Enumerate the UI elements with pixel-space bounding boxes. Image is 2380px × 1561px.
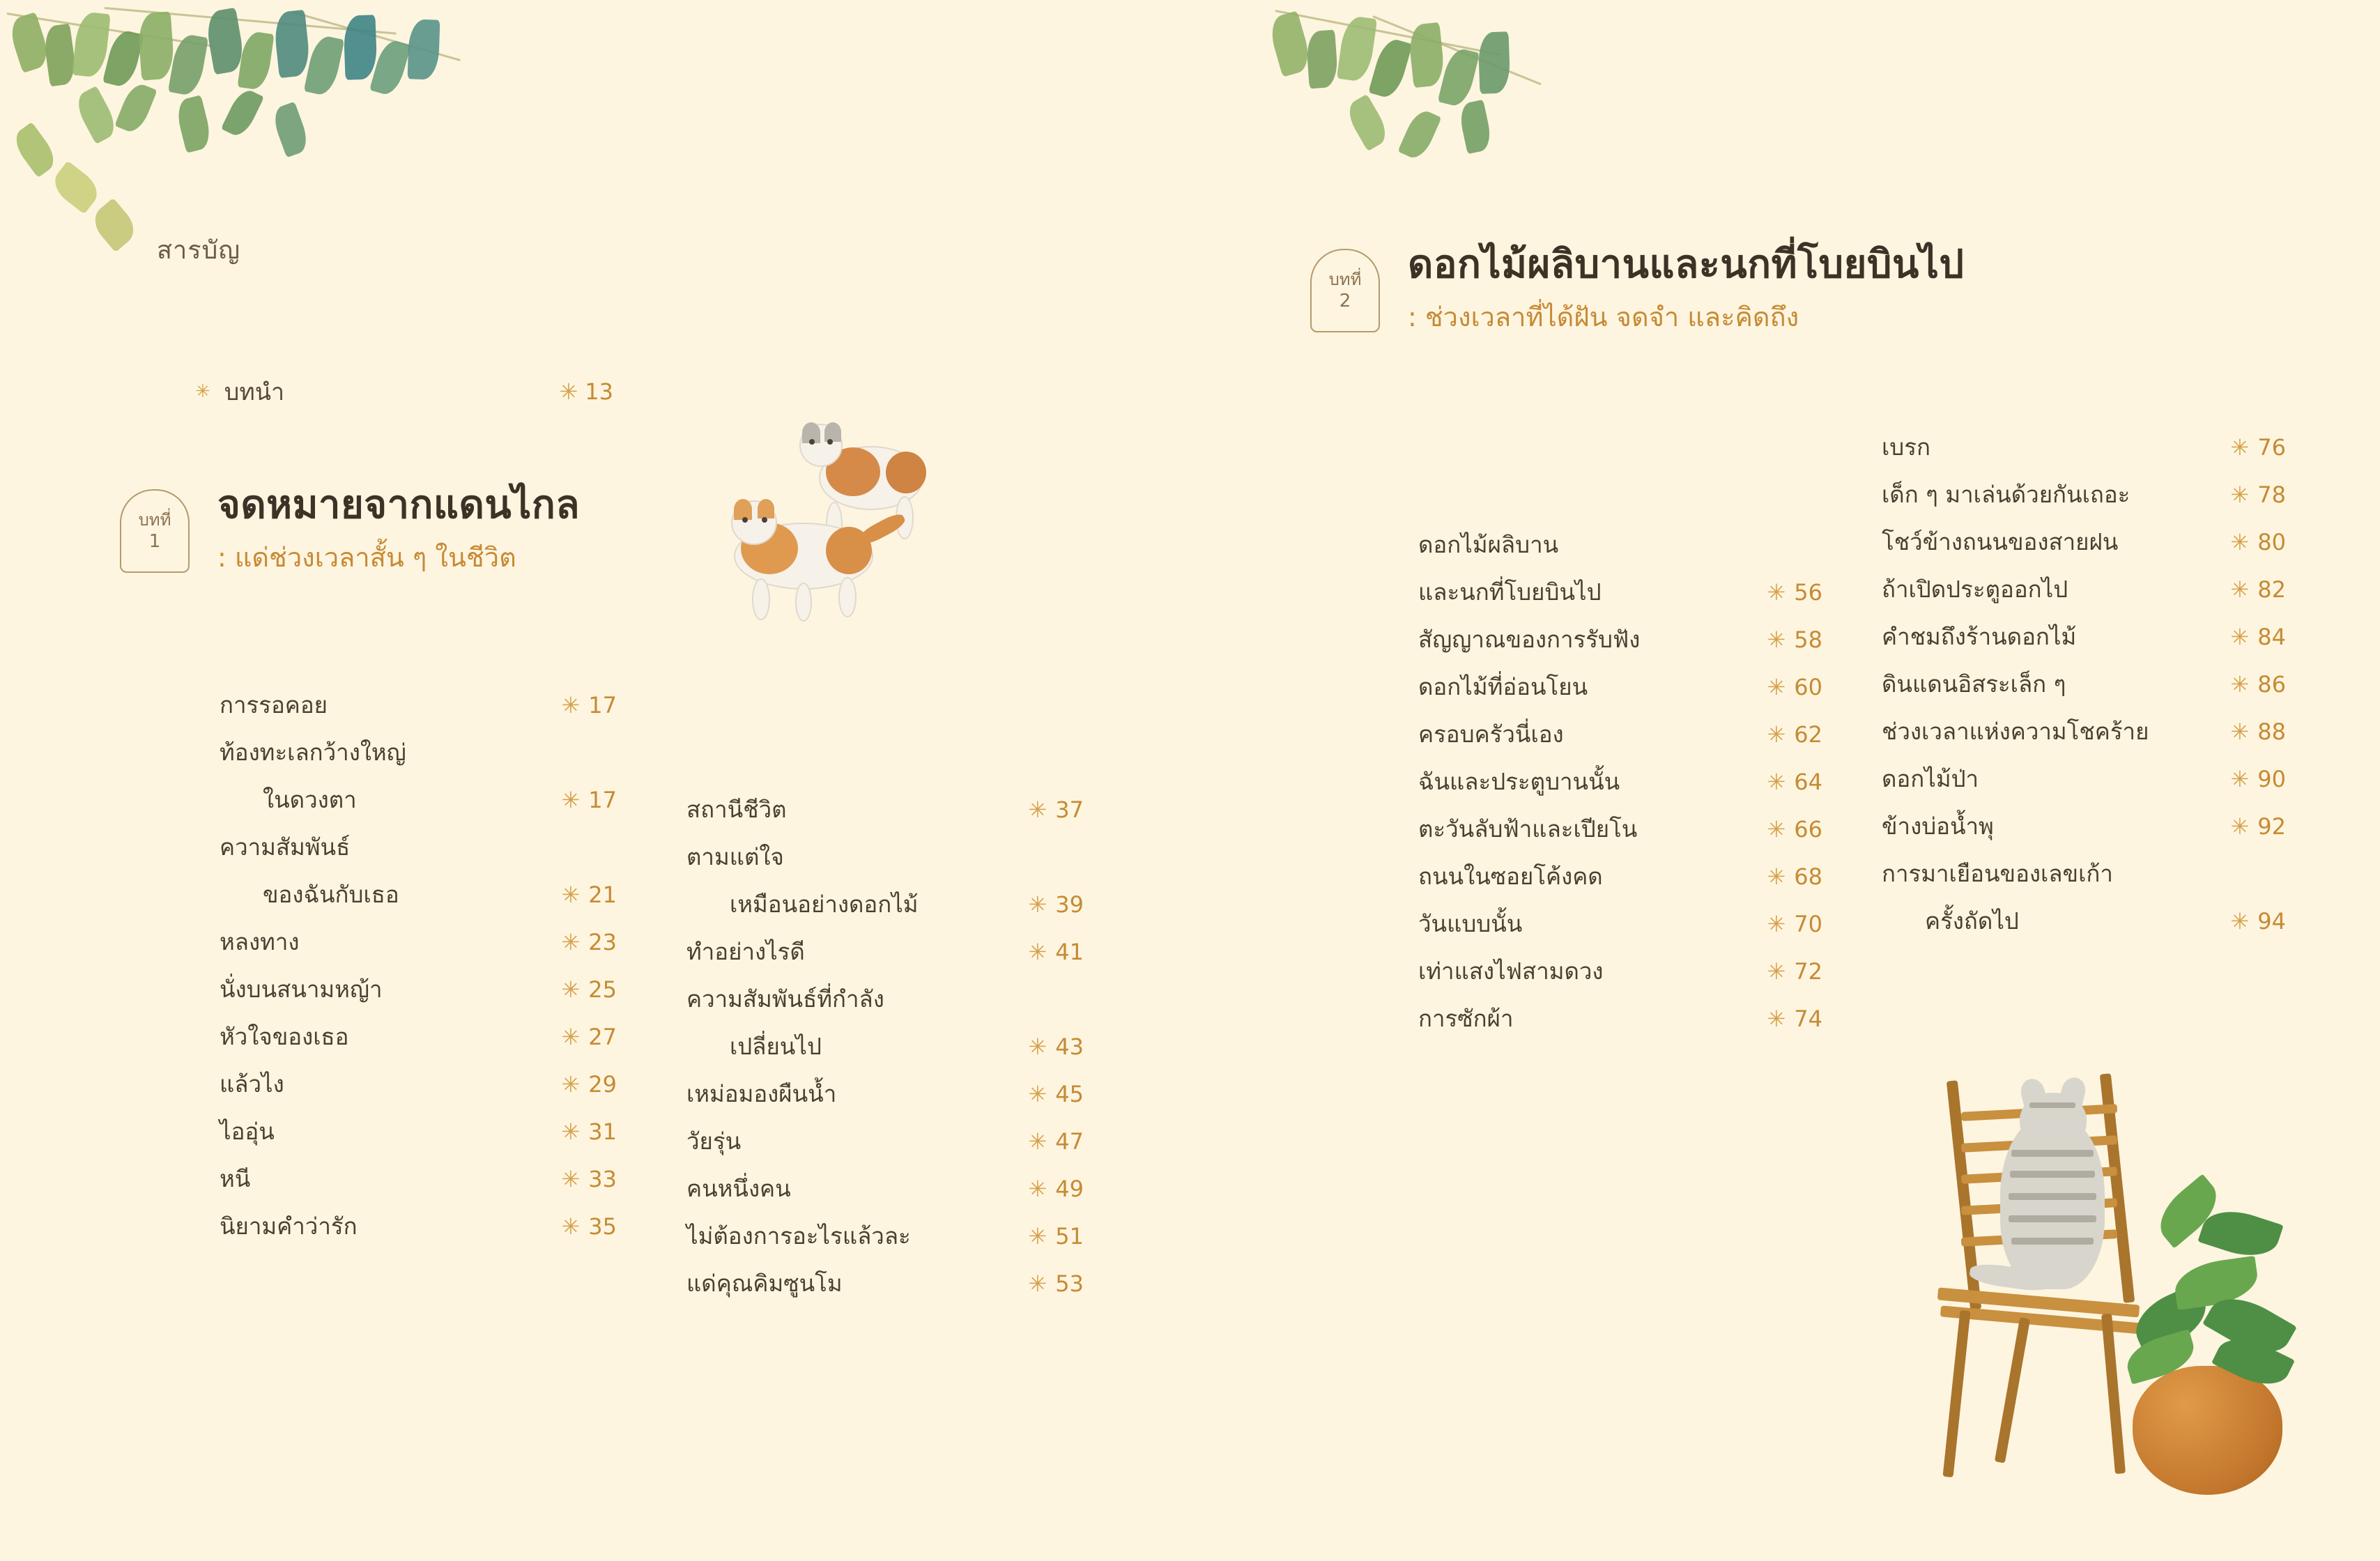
- star-icon: ✳: [2230, 718, 2250, 745]
- toc-entry-page: [2230, 529, 2286, 555]
- star-icon: ✳: [2230, 624, 2250, 650]
- toc-entry-label: ตะวันลับฟ้าและเปียโน: [1418, 815, 1638, 843]
- toc-column-right-2: [1882, 429, 2286, 950]
- page-number: 64: [1794, 769, 1822, 795]
- toc-entry-label: การซักผ้า: [1418, 1005, 1514, 1032]
- page-number: 49: [1055, 1176, 1084, 1202]
- page-number: 17: [588, 692, 617, 718]
- toc-entry-page: [1028, 1033, 1084, 1060]
- toc-entry-label: ดอกไม้ผลิบาน: [1418, 531, 1559, 558]
- toc-entry-page: [561, 1118, 617, 1145]
- star-icon: ✳: [2230, 766, 2250, 792]
- toc-entry[interactable]: [1418, 668, 1822, 716]
- toc-entry-label: ครั้งถัดไป: [1925, 907, 2019, 935]
- star-icon: ✳: [1028, 797, 1047, 823]
- toc-entry-page: [2230, 576, 2286, 603]
- toc-entry[interactable]: [1418, 526, 1822, 574]
- toc-entry[interactable]: [220, 1066, 617, 1113]
- star-icon: ✳: [559, 378, 578, 405]
- toc-entry-page: [1028, 1128, 1084, 1155]
- toc-entry[interactable]: [1418, 905, 1822, 953]
- toc-entry[interactable]: [686, 1265, 1084, 1312]
- page-number: 88: [2257, 718, 2286, 745]
- toc-entry-page: [1767, 626, 1822, 653]
- toc-entry[interactable]: [1418, 858, 1822, 905]
- toc-entry-label: แล้วไง: [220, 1070, 284, 1098]
- toc-entry-label: การรอคอย: [220, 691, 328, 718]
- page-number: 90: [2257, 766, 2286, 792]
- toc-entry-label: การมาเยือนของเลขเก้า: [1882, 860, 2113, 887]
- toc-entry-label: หัวใจของเธอ: [220, 1023, 349, 1050]
- toc-entry-page: [1767, 863, 1822, 890]
- toc-entry[interactable]: [1882, 808, 2286, 855]
- toc-entry-label: ถนนในซอยโค้งคด: [1418, 863, 1603, 890]
- toc-entry-page: [1028, 797, 1084, 823]
- toc-entry-page: [2230, 813, 2286, 840]
- page-number: 58: [1794, 626, 1822, 653]
- chapter-2-badge: [1310, 249, 1380, 332]
- toc-entry-page: [2230, 482, 2286, 508]
- cat-illustration: [721, 418, 958, 634]
- toc-column-left-2: [686, 791, 1084, 1312]
- page-number: 47: [1055, 1128, 1084, 1155]
- foliage-top-right: [1261, 0, 1652, 195]
- toc-entry[interactable]: [686, 1217, 1084, 1265]
- toc-entry-page: [1767, 579, 1822, 606]
- page-number: 37: [1055, 797, 1084, 823]
- page-number: 78: [2257, 482, 2286, 508]
- toc-entry-label: ความสัมพันธ์: [220, 833, 351, 861]
- toc-entry[interactable]: [1418, 1000, 1822, 1047]
- toc-entry-page: [1767, 911, 1822, 937]
- toc-entry[interactable]: [686, 1123, 1084, 1170]
- star-icon: ✳: [561, 1213, 581, 1240]
- page-number: 60: [1794, 674, 1822, 700]
- chapter-1-badge: [120, 489, 190, 573]
- toc-entry[interactable]: [1418, 621, 1822, 668]
- toc-entry[interactable]: [1882, 429, 2286, 476]
- toc-entry-label: สัญญาณของการรับฟัง: [1418, 626, 1641, 653]
- toc-entry-label: ท้องทะเลกว้างใหญ่: [220, 739, 406, 766]
- toc-entry-page: [1028, 891, 1084, 918]
- toc-entry[interactable]: [220, 923, 617, 971]
- toc-entry[interactable]: [1418, 810, 1822, 858]
- star-icon: ✳: [1767, 1006, 1786, 1032]
- page-number: 41: [1055, 939, 1084, 965]
- toc-entry-page: [1767, 769, 1822, 795]
- toc-entry[interactable]: [686, 838, 1084, 886]
- toc-entry-page: [1028, 1270, 1084, 1297]
- toc-entry[interactable]: [686, 1075, 1084, 1123]
- toc-entry[interactable]: [686, 1170, 1084, 1217]
- page-number: 86: [2257, 671, 2286, 698]
- toc-entry-label: คำชมถึงร้านดอกไม้: [1882, 623, 2077, 650]
- toc-entry-page: [1767, 1006, 1822, 1032]
- star-icon: ✳: [2230, 434, 2250, 461]
- star-icon: ✳: [1767, 579, 1786, 606]
- toc-entry-label: ฉันและประตูบานนั้น: [1418, 768, 1620, 795]
- star-icon: ✳: [1767, 721, 1786, 748]
- star-icon: ✳: [1028, 1128, 1047, 1155]
- toc-entry-page: [561, 787, 617, 813]
- toc-entry-label: สถานีชีวิต: [686, 796, 787, 823]
- page-number: 62: [1794, 721, 1822, 748]
- chair-cat-plant-illustration: [1924, 1066, 2314, 1498]
- page-number: 39: [1055, 891, 1084, 918]
- star-icon: ✳: [1028, 1081, 1047, 1107]
- toc-entry-label: แด่คุณคิมซูนโม: [686, 1270, 843, 1297]
- page-number: 84: [2257, 624, 2286, 650]
- page-number: 53: [1055, 1270, 1084, 1297]
- toc-entry[interactable]: [1882, 571, 2286, 618]
- page-number: 56: [1794, 579, 1822, 606]
- toc-entry-label: โชว์ข้างถนนของสายฝน: [1882, 528, 2119, 555]
- page-number: 51: [1055, 1223, 1084, 1249]
- toc-entry-label: คนหนึ่งคน: [686, 1175, 791, 1202]
- page-number: 74: [1794, 1006, 1822, 1032]
- toc-entry[interactable]: [686, 791, 1084, 838]
- toc-entry[interactable]: [1882, 713, 2286, 760]
- chapter-1-title: จดหมายจากแดนไกล: [217, 482, 581, 528]
- star-icon: ✳: [2230, 671, 2250, 698]
- star-icon: ✳: [561, 1118, 581, 1145]
- star-icon: ✳: [1767, 674, 1786, 700]
- chapter-2-badge-label: บทที่: [1328, 269, 1362, 289]
- page-number: 33: [588, 1166, 617, 1192]
- toc-entry-label: เหม่อมองผืนน้ำ: [686, 1080, 837, 1107]
- toc-entry-label: นิยามคำว่ารัก: [220, 1213, 358, 1240]
- toc-entry[interactable]: [686, 1028, 1084, 1075]
- toc-entry-page: [1028, 1081, 1084, 1107]
- toc-entry[interactable]: [1882, 666, 2286, 713]
- toc-entry-label: ครอบครัวนี่เอง: [1418, 721, 1564, 748]
- toc-entry-label: หนี: [220, 1165, 251, 1192]
- star-icon: ✳: [1028, 1270, 1047, 1297]
- star-icon: ✳: [1028, 1033, 1047, 1060]
- star-icon: ✳: [1028, 1176, 1047, 1202]
- page-number: 68: [1794, 863, 1822, 890]
- toc-entry-label: ความสัมพันธ์ที่กำลัง: [686, 985, 884, 1013]
- page-number: 66: [1794, 816, 1822, 843]
- toc-entry[interactable]: [220, 686, 617, 734]
- star-icon: ✳: [2230, 908, 2250, 935]
- toc-entry[interactable]: [220, 829, 617, 876]
- toc-entry-page: [561, 929, 617, 955]
- toc-entry-intro[interactable]: [195, 373, 613, 410]
- flower-bullet-icon: ✳: [195, 381, 210, 402]
- toc-entry-label: ดอกไม้ป่า: [1882, 765, 1979, 792]
- page-number: 82: [2257, 576, 2286, 603]
- star-icon: ✳: [561, 787, 581, 813]
- toc-entry[interactable]: [1882, 902, 2286, 950]
- toc-entry-label: ข้างบ่อน้ำพุ: [1882, 813, 1994, 840]
- toc-entry-page: [561, 882, 617, 908]
- toc-entry-page: [1767, 721, 1822, 748]
- chapter-1-badge-label: บทที่: [138, 509, 171, 530]
- star-icon: ✳: [561, 1166, 581, 1192]
- toc-entry-label: หลงทาง: [220, 928, 300, 955]
- star-icon: ✳: [561, 1071, 581, 1098]
- star-icon: ✳: [1767, 769, 1786, 795]
- toc-entry-page: [561, 1166, 617, 1192]
- page-number: 72: [1794, 958, 1822, 985]
- toc-entry[interactable]: [220, 876, 617, 923]
- page-number: 31: [588, 1118, 617, 1145]
- toc-entry-label: นั่งบนสนามหญ้า: [220, 976, 383, 1003]
- page-number: 29: [588, 1071, 617, 1098]
- star-icon: ✳: [2230, 576, 2250, 603]
- toc-entry[interactable]: [220, 1018, 617, 1066]
- toc-entry[interactable]: [1418, 763, 1822, 810]
- page-number: 76: [2257, 434, 2286, 461]
- toc-entry[interactable]: [1882, 523, 2286, 571]
- toc-entry-page: [2230, 624, 2286, 650]
- page-number: 92: [2257, 813, 2286, 840]
- toc-entry-page: [1028, 939, 1084, 965]
- toc-entry[interactable]: [1882, 760, 2286, 808]
- toc-entry-label: ดินแดนอิสระเล็ก ๆ: [1882, 670, 2066, 698]
- toc-entry-label: เหมือนอย่างดอกไม้: [730, 891, 919, 918]
- page-number: 70: [1794, 911, 1822, 937]
- chapter-2-badge-number: 2: [1339, 290, 1351, 312]
- page-number: 35: [588, 1213, 617, 1240]
- toc-entry[interactable]: [220, 1208, 617, 1255]
- toc-entry-page: [561, 976, 617, 1003]
- chapter-2-heading: [1310, 240, 1964, 334]
- toc-entry[interactable]: [220, 971, 617, 1018]
- toc-entry-label: ในดวงตา: [263, 786, 357, 813]
- page-number: 23: [588, 929, 617, 955]
- star-icon: ✳: [1767, 863, 1786, 890]
- star-icon: ✳: [1028, 1223, 1047, 1249]
- star-icon: ✳: [1028, 891, 1047, 918]
- star-icon: ✳: [2230, 482, 2250, 508]
- intro-page-number: ✳ 13: [559, 378, 613, 405]
- toc-entry-label: เบรก: [1882, 433, 1930, 461]
- star-icon: ✳: [1767, 626, 1786, 653]
- toc-entry[interactable]: [220, 1113, 617, 1160]
- star-icon: ✳: [2230, 813, 2250, 840]
- page-number: 45: [1055, 1081, 1084, 1107]
- toc-entry[interactable]: [220, 781, 617, 829]
- star-icon: ✳: [561, 976, 581, 1003]
- toc-column-left-1: [220, 686, 617, 1255]
- page-number: 21: [588, 882, 617, 908]
- toc-entry[interactable]: [1882, 476, 2286, 523]
- toc-entry-page: [1767, 958, 1822, 985]
- toc-entry-page: [561, 1024, 617, 1050]
- toc-entry-label: วัยรุ่น: [686, 1128, 742, 1155]
- toc-entry-page: [1767, 674, 1822, 700]
- toc-entry-page: [561, 1071, 617, 1098]
- star-icon: ✳: [561, 929, 581, 955]
- star-icon: ✳: [1767, 958, 1786, 985]
- star-icon: ✳: [1028, 939, 1047, 965]
- chapter-1-heading: [120, 481, 580, 575]
- toc-entry-page: [561, 692, 617, 718]
- toc-entry[interactable]: [1418, 953, 1822, 1000]
- star-icon: ✳: [1767, 816, 1786, 843]
- toc-entry-page: [1028, 1176, 1084, 1202]
- toc-entry-label: เปลี่ยนไป: [730, 1033, 822, 1060]
- chapter-1-subtitle: : แด่ช่วงเวลาสั้น ๆ ในชีวิต: [217, 542, 516, 573]
- toc-entry-label: เด็ก ๆ มาเล่นด้วยกันเถอะ: [1882, 481, 2131, 508]
- page-number: 43: [1055, 1033, 1084, 1060]
- star-icon: ✳: [561, 1024, 581, 1050]
- toc-entry-page: [1028, 1223, 1084, 1249]
- toc-entry-page: [561, 1213, 617, 1240]
- page-number: 94: [2257, 908, 2286, 935]
- toc-entry-page: [2230, 434, 2286, 461]
- toc-entry-label: ไม่ต้องการอะไรแล้วละ: [686, 1222, 911, 1249]
- toc-entry-label: ดอกไม้ที่อ่อนโยน: [1418, 673, 1588, 700]
- toc-entry-label: ถ้าเปิดประตูออกไป: [1882, 576, 2068, 603]
- toc-entry[interactable]: [686, 886, 1084, 933]
- page-number: 27: [588, 1024, 617, 1050]
- toc-entry-page: [2230, 718, 2286, 745]
- toc-column-right-1: [1418, 526, 1822, 1047]
- toc-entry-label: ตามแต่ใจ: [686, 843, 784, 870]
- toc-entry[interactable]: [220, 1160, 617, 1208]
- foliage-top-left: [0, 0, 530, 230]
- toc-entry-page: [2230, 908, 2286, 935]
- toc-entry-label: ทำอย่างไรดี: [686, 938, 805, 965]
- star-icon: ✳: [561, 692, 581, 718]
- chapter-1-badge-number: 1: [148, 530, 161, 552]
- toc-entry-label: ไออุ่น: [220, 1118, 275, 1145]
- star-icon: ✳: [2230, 529, 2250, 555]
- toc-entry-page: [1767, 816, 1822, 843]
- toc-entry-label: เท่าแสงไฟสามดวง: [1418, 958, 1604, 985]
- toc-entry[interactable]: [1418, 574, 1822, 621]
- toc-entry[interactable]: [1418, 716, 1822, 763]
- toc-entry-page: [2230, 766, 2286, 792]
- page-number: 80: [2257, 529, 2286, 555]
- toc-entry-page: [2230, 671, 2286, 698]
- chapter-2-subtitle: : ช่วงเวลาที่ได้ฝัน จดจำ และคิดถึง: [1408, 302, 1799, 332]
- toc-entry[interactable]: [686, 981, 1084, 1028]
- toc-entry[interactable]: [1882, 855, 2286, 902]
- star-icon: ✳: [561, 882, 581, 908]
- chapter-2-title: ดอกไม้ผลิบานและนกที่โบยบินไป: [1408, 242, 1965, 287]
- toc-entry-label: ของฉันกับเธอ: [263, 881, 399, 908]
- page-title: สารบัญ: [157, 236, 241, 265]
- toc-entry[interactable]: [686, 933, 1084, 981]
- page-number: 17: [588, 787, 617, 813]
- toc-entry[interactable]: [220, 734, 617, 781]
- toc-entry[interactable]: [1882, 618, 2286, 666]
- toc-entry-label: และนกที่โบยบินไป: [1418, 578, 1602, 606]
- toc-entry-label: วันแบบนั้น: [1418, 910, 1523, 937]
- toc-entry-label: ช่วงเวลาแห่งความโชคร้าย: [1882, 718, 2149, 745]
- page-number: 25: [588, 976, 617, 1003]
- intro-label: บทนำ: [224, 378, 285, 406]
- star-icon: ✳: [1767, 911, 1786, 937]
